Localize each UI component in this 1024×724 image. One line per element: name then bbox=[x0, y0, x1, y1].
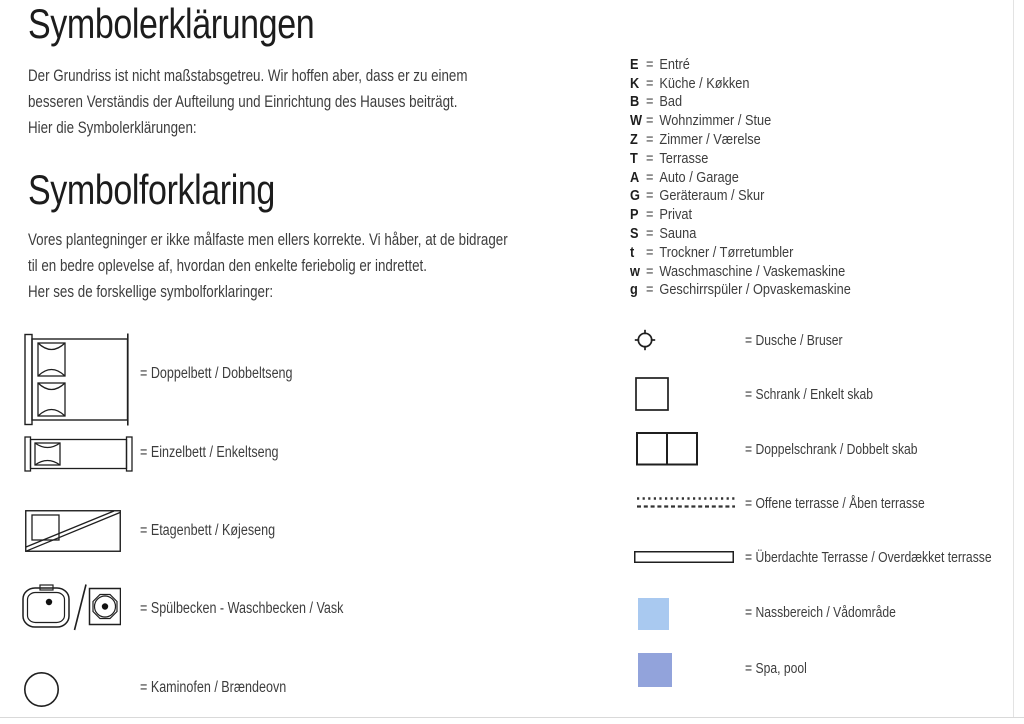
bunk-bed-label: = Etagenbett / Køjeseng bbox=[140, 522, 276, 539]
abbreviation-letter: t bbox=[630, 243, 635, 261]
danish-intro-paragraph bbox=[28, 227, 508, 305]
abbreviation-letter: K bbox=[630, 74, 640, 92]
german-intro-line: Der Grundriss ist nicht maßstabsgetreu. Wir hoffen aber, dass er zu einem bbox=[28, 67, 468, 85]
abbreviation-letter: P bbox=[630, 206, 639, 224]
wet-area-swatch bbox=[638, 598, 669, 630]
shower-icon bbox=[634, 329, 656, 351]
equals-sign: = bbox=[645, 262, 654, 280]
spa-pool-label: = Spa, pool bbox=[745, 660, 807, 677]
danish-intro-line: Vores plantegninger er ikke målfaste men ellers korrekte. Vi håber, at de bidrager bbox=[28, 231, 508, 249]
equals-sign: = bbox=[645, 131, 654, 149]
equals-sign: = bbox=[645, 74, 654, 92]
equals-sign: = bbox=[645, 187, 654, 205]
abbreviation-value: Terrasse bbox=[659, 149, 709, 167]
open-terrace-label: = Offene terrasse / Åben terrasse bbox=[745, 495, 925, 512]
abbreviation-value: Waschmaschine / Vaskemaskine bbox=[659, 262, 846, 280]
german-intro-paragraph bbox=[28, 63, 468, 141]
wood-stove-label: = Kaminofen / Brændeovn bbox=[140, 679, 287, 696]
equals-sign: = bbox=[645, 243, 654, 261]
equals-sign: = bbox=[645, 206, 654, 224]
wet-area-label: = Nassbereich / Vådområde bbox=[745, 604, 896, 621]
equals-sign: = bbox=[645, 55, 654, 73]
abbreviation-letter: A bbox=[630, 168, 640, 186]
single-bed-label: = Einzelbett / Enkeltseng bbox=[140, 444, 279, 461]
abbreviation-letter: T bbox=[630, 149, 638, 167]
abbreviation-letter: E bbox=[630, 55, 639, 73]
equals-sign: = bbox=[645, 168, 654, 186]
abbreviation-row bbox=[630, 55, 851, 74]
sink-washbasin-label: = Spülbecken - Waschbecken / Vask bbox=[140, 600, 344, 617]
sink-washbasin-icon bbox=[21, 581, 121, 633]
abbreviation-row bbox=[630, 168, 851, 187]
spa-pool-swatch bbox=[638, 653, 672, 687]
double-bed-icon bbox=[24, 333, 134, 426]
covered-terrace-icon bbox=[634, 551, 734, 563]
equals-sign: = bbox=[645, 112, 654, 130]
equals-sign: = bbox=[645, 281, 654, 299]
abbreviation-value: Trockner / Tørretumbler bbox=[659, 243, 794, 261]
double-bed-label: = Doppelbett / Dobbeltseng bbox=[140, 365, 293, 382]
single-bed-icon bbox=[24, 436, 133, 472]
danish-title: Symbolforklaring bbox=[28, 166, 275, 213]
german-intro-line: besseren Verständis der Aufteilung und Einrichtung des Hauses beiträgt. bbox=[28, 93, 458, 111]
abbreviation-row bbox=[630, 74, 851, 93]
single-closet-label: = Schrank / Enkelt skab bbox=[745, 386, 873, 403]
abbreviation-row bbox=[630, 93, 851, 112]
abbreviation-row bbox=[630, 281, 851, 300]
abbreviation-row bbox=[630, 130, 851, 149]
abbreviation-value: Privat bbox=[659, 206, 693, 224]
double-closet-label: = Doppelschrank / Dobbelt skab bbox=[745, 441, 918, 458]
abbreviation-letter: g bbox=[630, 281, 638, 299]
abbreviation-value: Küche / Køkken bbox=[659, 74, 750, 92]
abbreviation-row bbox=[630, 224, 851, 243]
abbreviation-letter: G bbox=[630, 187, 640, 205]
single-closet-icon bbox=[635, 377, 669, 411]
page-edge-right bbox=[1013, 0, 1014, 718]
danish-intro-line: til en bedre oplevelse af, hvordan den enkelte feriebolig er indrettet. bbox=[28, 257, 427, 275]
equals-sign: = bbox=[645, 225, 654, 243]
open-terrace-icon bbox=[637, 495, 735, 511]
abbreviation-letter: Z bbox=[630, 131, 638, 149]
abbreviation-row bbox=[630, 187, 851, 206]
german-intro-line: Hier die Symbolerklärungen: bbox=[28, 119, 197, 137]
abbreviation-value: Geschirrspüler / Opvaskemaskine bbox=[659, 281, 851, 299]
abbreviation-letter: w bbox=[630, 262, 640, 280]
abbreviation-value: Geräteraum / Skur bbox=[659, 187, 765, 205]
abbreviation-row bbox=[630, 149, 851, 168]
bunk-bed-icon bbox=[25, 510, 121, 552]
covered-terrace-label: = Überdachte Terrasse / Overdækket terrasse bbox=[745, 549, 992, 566]
shower-label: = Dusche / Bruser bbox=[745, 332, 843, 349]
abbreviation-row bbox=[630, 262, 851, 281]
abbreviation-value: Entré bbox=[659, 55, 690, 73]
abbreviation-row bbox=[630, 243, 851, 262]
page-edge-bottom bbox=[0, 717, 1024, 718]
equals-sign: = bbox=[645, 93, 654, 111]
abbreviation-value: Wohnzimmer / Stue bbox=[659, 112, 772, 130]
abbreviation-letter: W bbox=[630, 112, 643, 130]
abbreviation-letter: B bbox=[630, 93, 640, 111]
room-abbreviation-list bbox=[630, 55, 851, 299]
german-title: Symbolerklärungen bbox=[28, 0, 315, 47]
equals-sign: = bbox=[645, 149, 654, 167]
double-closet-icon bbox=[636, 432, 698, 466]
abbreviation-value: Auto / Garage bbox=[659, 168, 739, 186]
wood-stove-icon bbox=[23, 671, 60, 708]
abbreviation-row bbox=[630, 205, 851, 224]
abbreviation-value: Sauna bbox=[659, 225, 697, 243]
abbreviation-value: Zimmer / Værelse bbox=[659, 131, 761, 149]
danish-intro-line: Her ses de forskellige symbolforklaringer: bbox=[28, 283, 274, 301]
abbreviation-letter: S bbox=[630, 225, 639, 243]
abbreviation-row bbox=[630, 111, 851, 130]
abbreviation-value: Bad bbox=[659, 93, 683, 111]
